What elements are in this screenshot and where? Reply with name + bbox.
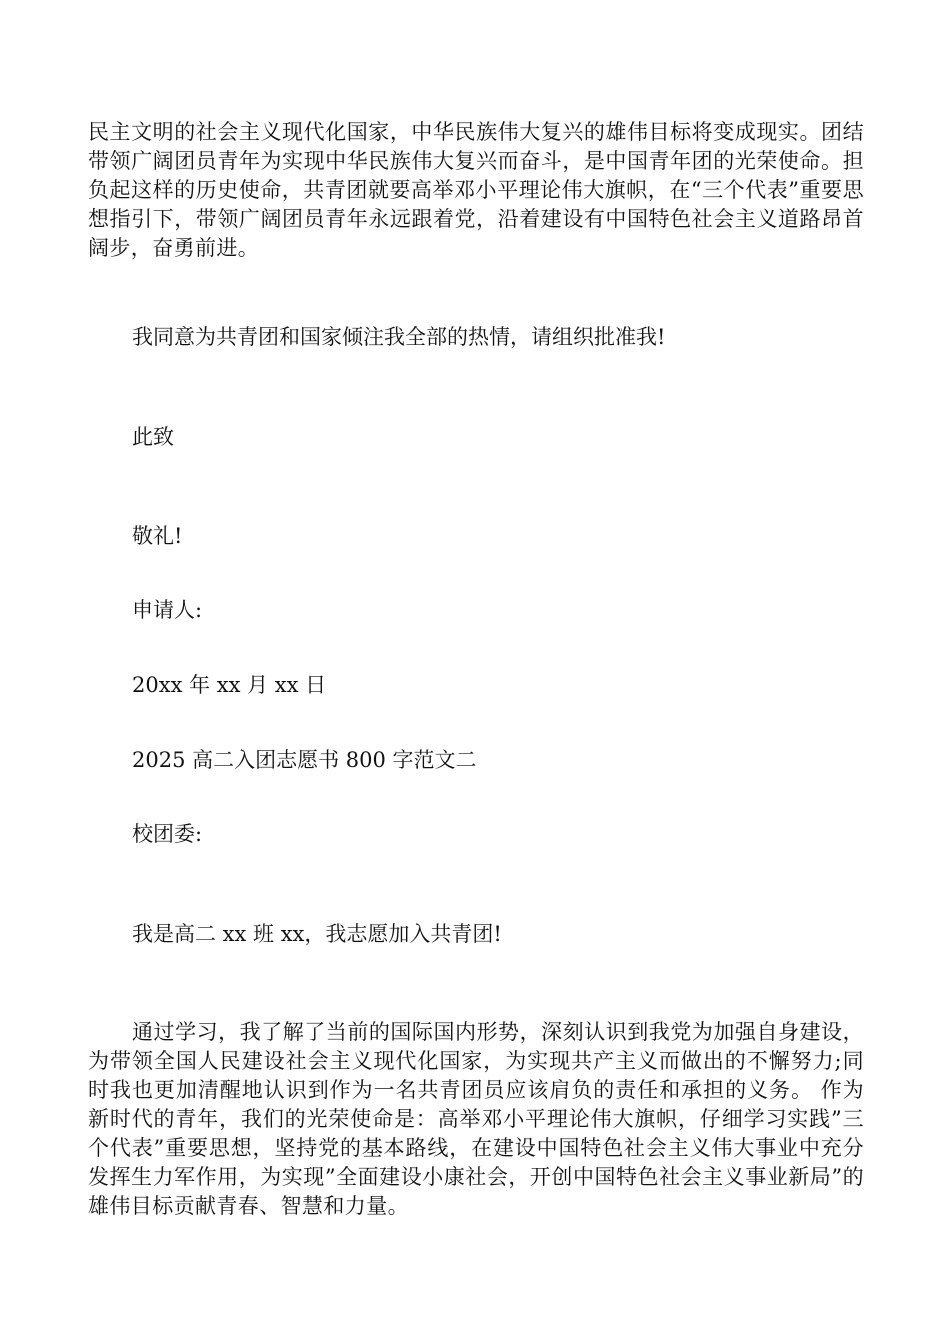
- line-applicant: 申请人:: [132, 598, 203, 622]
- line-jingli: 敬礼!: [132, 524, 183, 548]
- line-agree: 我同意为共青团和国家倾注我全部的热情，请组织批准我!: [132, 325, 666, 349]
- paragraph-mission: 民主文明的社会主义现代化国家，中华民族伟大复兴的雄伟目标将变成现实。团结带领广阔团员青年为实现中华民族伟大复兴而奋斗，是中国青年团的光荣使命。担负起这样的历史使命，共青团就要高举邓小平理论伟大旗帜，在“三个代表”重要思想指引下，带领广阔团员青年永远跟着党，沿着建设有中国特色社会主义道路昂首阔步，奋勇前进。: [88, 120, 864, 260]
- line-recipient: 校团委:: [132, 822, 203, 846]
- paragraph-study: 通过学习，我了解了当前的国际国内形势，深刻认识到我党为加强自身建设，为带领全国人民建设社会主义现代化国家，为实现共产主义而做出的不懈努力;同时我也更加清醒地认识到作为一名共青团员应该肩负的责任和承担的义务。 作为新时代的青年，我们的光荣使命是：高举邓小平理论伟大旗帜，仔细学习实践”三个代表”重要思想，坚持党的基本路线，在建设中国特色社会主义伟大事业中充分发挥生力军作用，为实现”全面建设小康社会，开创中国特色社会主义事业新局”的雄伟目标贡献青春、智慧和力量。: [88, 1020, 864, 1218]
- heading-sample-two: 2025 高二入团志愿书 800 字范文二: [132, 748, 477, 772]
- line-cizhi: 此致: [132, 425, 174, 449]
- line-date: 20xx 年 xx 月 xx 日: [132, 673, 327, 697]
- line-intro: 我是高二 xx 班 xx，我志愿加入共青团!: [132, 922, 502, 946]
